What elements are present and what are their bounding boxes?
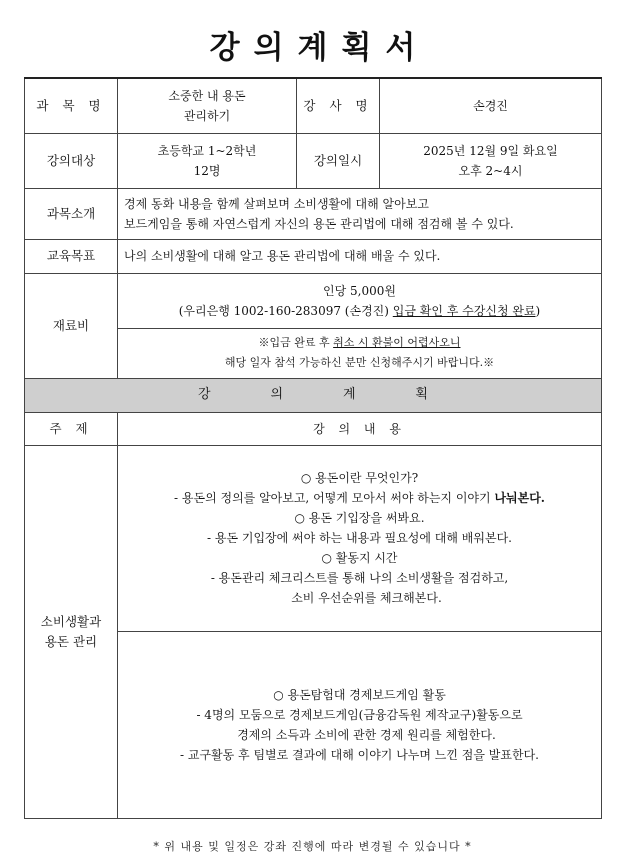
intro-row: [25, 188, 602, 239]
content-section-1: [118, 445, 602, 631]
subject-label: 과 목 명: [25, 78, 118, 133]
s2-detail-1-line-1: - 4명의 모둠으로 경제보드게임(금융감독원 제작교구)활동으로: [196, 707, 523, 722]
page-title: 강의계획서: [209, 30, 430, 66]
intro-value: [118, 188, 602, 239]
date-line-1: 2025년 12월 9일 화요일: [423, 143, 558, 158]
content-row-1: [25, 445, 602, 631]
s1-detail-1: [124, 488, 595, 508]
target-row: [25, 133, 602, 188]
s2-detail-1-line-2: 경제의 소득과 소비에 관한 경제 원리를 체험한다.: [237, 727, 496, 742]
fee-confirm: 입금 확인 후 수강신청 완료: [392, 303, 536, 318]
target-line-1: 초등학교 1~2학년: [157, 143, 257, 158]
s2-detail-2: - 교구활동 후 팀별로 결과에 대해 이야기 나누며 느낀 점을 발표한다.: [179, 747, 539, 762]
subject-value: [118, 78, 297, 133]
target-label: 강의대상: [25, 133, 118, 188]
subject-line-2: 관리하기: [183, 108, 231, 123]
subject-row: [25, 78, 602, 133]
goal-label: 교육목표: [25, 239, 118, 273]
plan-band: [25, 378, 602, 412]
s1-detail-2: - 용돈 기입장에 써야 하는 내용과 필요성에 대해 배워본다.: [206, 531, 512, 545]
content-header: 강 의 내 용: [118, 412, 602, 445]
s1-detail-1-bold: 나눠본다.: [494, 491, 545, 505]
plan-header-row: [25, 412, 602, 445]
fee-notice: [118, 328, 602, 378]
fee-account-line: [124, 301, 595, 321]
content-section-2: [118, 631, 602, 818]
fee-label: 재료비: [25, 273, 118, 378]
goal-row: [25, 239, 602, 273]
plan-band-row: [25, 378, 602, 412]
topic-value: [25, 445, 118, 818]
intro-label: 과목소개: [25, 188, 118, 239]
instructor-value: 손경진: [380, 78, 602, 133]
s2-bullet-1: ○ 용돈탐험대 경제보드게임 활동: [273, 687, 446, 702]
notice-prefix: ※입금 완료 후: [258, 336, 334, 349]
date-value: [380, 133, 602, 188]
footer-note: * 위 내용 및 일정은 강좌 진행에 따라 변경될 수 있습니다 *: [153, 840, 472, 853]
date-label: 강의일시: [297, 133, 380, 188]
date-line-2: 오후 2~4시: [458, 163, 523, 178]
s1-bullet-1: ○ 용돈이란 무엇인가?: [300, 471, 419, 485]
fee-account: (우리은행 1002-160-283097 (손경진): [178, 303, 389, 318]
fee-close: ): [535, 303, 541, 318]
s1-detail-3-line-2: 소비 우선순위를 체크해본다.: [291, 591, 442, 605]
topic-line-2: 용돈 관리: [44, 633, 98, 649]
goal-value: 나의 소비생활에 대해 알고 용돈 관리법에 대해 배울 수 있다.: [118, 239, 602, 273]
instructor-label: 강 사 명: [297, 78, 380, 133]
notice-line-2: 해당 일자 참석 가능하신 분만 신청해주시기 바랍니다.※: [224, 356, 495, 369]
target-value: [118, 133, 297, 188]
s1-bullet-2: ○ 용돈 기입장을 써봐요.: [294, 511, 425, 525]
band-word-2: 의: [270, 387, 284, 402]
band-word-1: 강: [198, 387, 211, 402]
band-word-4: 획: [415, 387, 428, 402]
notice-underlined: 취소 시 환불이 어렵사오니: [333, 336, 461, 349]
s1-detail-1-text: - 용돈의 정의를 알아보고, 어떻게 모아서 써야 하는지 이야기: [174, 491, 495, 505]
subject-line-1: 소중한 내 용돈: [168, 88, 246, 103]
lecture-plan-table: [24, 77, 602, 819]
band-word-3: 계: [342, 387, 356, 402]
intro-line-1: 경제 동화 내용을 함께 살펴보며 소비생활에 대해 알아보고: [124, 196, 429, 211]
topic-header: 주 제: [25, 412, 118, 445]
s1-bullet-3: ○ 활동지 시간: [321, 551, 398, 565]
notice-line-1: [124, 333, 595, 353]
intro-line-2: 보드게임을 통해 자연스럽게 자신의 용돈 관리법에 대해 점검해 볼 수 있다.: [124, 216, 514, 231]
s1-detail-3-line-1: - 용돈관리 체크리스트를 통해 나의 소비생활을 점검하고,: [210, 571, 509, 585]
fee-amount: 인당 5,000원: [323, 283, 396, 298]
topic-line-1: 소비생활과: [40, 613, 102, 629]
fee-row: [25, 273, 602, 328]
fee-value: [118, 273, 602, 328]
target-line-2: 12명: [193, 163, 221, 178]
plan-band-words: [198, 385, 428, 405]
